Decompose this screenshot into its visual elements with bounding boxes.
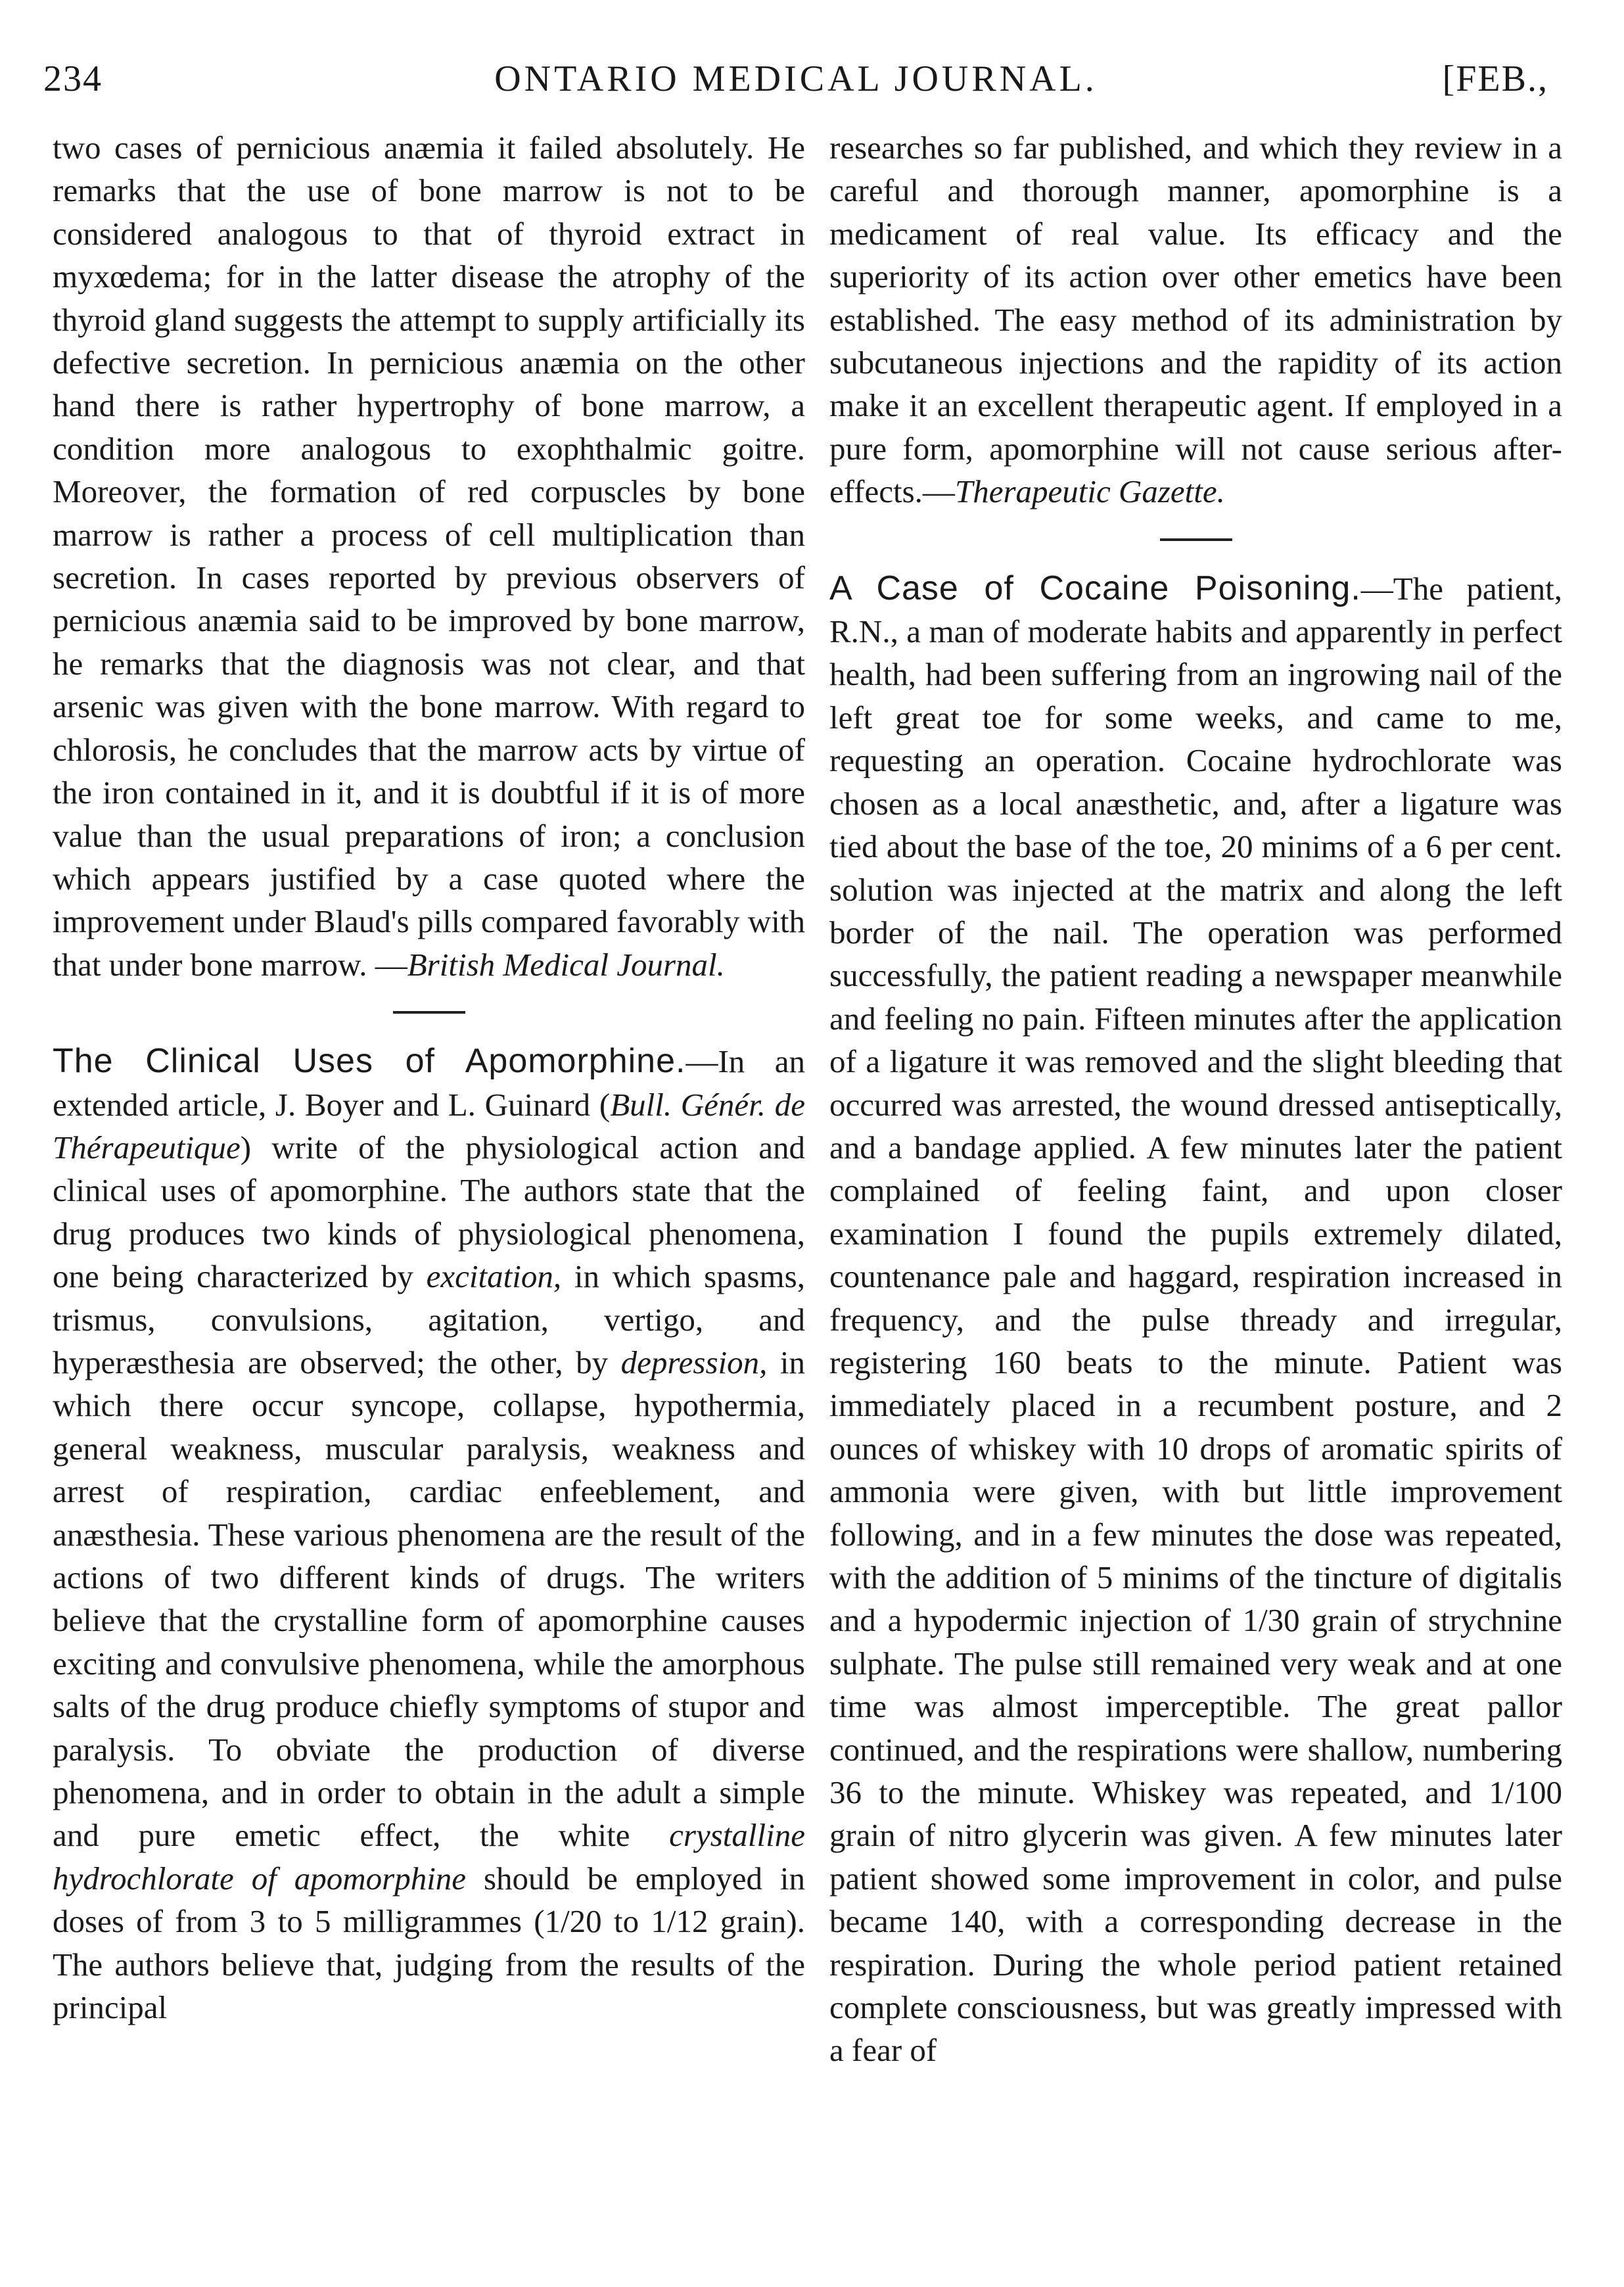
article-text: should be employed in doses of from 3 to 5 milligrammes (1/20 to 1/12 grain). The authors believe that, judging from the results of the principal [53,1860,805,2026]
apomorphine-paragraph [53,1040,805,2029]
article-text: —In an extended article, J. Boyer and L. Guinard ( [53,1043,805,1123]
source-citation: Therapeutic Gazette. [954,473,1225,510]
emphasized-term: depression, [620,1344,768,1380]
article-text: —The patient, R.N., a man of moderate habits and apparently in perfect health, had been suffering from an ingrowing nail of the left great toe for some weeks, and came to me, requesting an operation. Cocaine hydrochlorate was chosen as a local anæsthetic, and, after a ligature was tied about the base of the toe, 20 minims of a 6 per cent. solution was injected at the matrix and along the left border of the nail. The operation was performed successfully, the patient reading a newspaper meanwhile and feeling no pain. Fifteen minutes after the application of a ligature it was removed and the slight bleeding that occurred was arrested, the wound dressed antiseptically, and a bandage applied. A few minutes later the patient complained of feeling faint, and upon closer examination I found the pupils extremely dilated, countenance pale and haggard, respiration increased in frequency, and the pulse thready and irregular, registering 160 beats to the minute. Patient was immediately placed in a recumbent posture, and 2 ounces of whiskey with 10 drops of aromatic spirits of ammonia were given, with but little improvement following, and in a few minutes the dose was repeated, with the addition of 5 minims of the tincture of digitalis and a hypodermic injection of 1/30 grain of strychnine sulphate. The pulse still remained very weak and at one time was almost imperceptible. The great pallor continued, and the respirations were shallow, numbering 36 to the minute. Whiskey was repeated, and 1/100 grain of nitro glycerin was given. A few minutes later patient showed some improvement in color, and pulse became 140, with a corresponding decrease in the respiration. During the whole period patient retained complete consciousness, but was greatly impressed with a fear of [829,570,1562,2069]
article-heading: A Case of Cocaine Poisoning. [829,569,1361,607]
source-citation: British Medical Journal. [407,946,725,983]
running-header [43,58,1548,110]
article-text: researches so far published, and which they review in a careful and thorough manner, apomorphine is a medicament of real value. Its efficacy and the superiority of its action over other emetics have been established. The easy method of its administration by subcutaneous injections and the rapidity of its action make it an excellent therapeutic agent. If employed in a pure form, apomorphine will not cause serious after-effects.— [829,130,1562,510]
cocaine-paragraph [829,567,1562,2072]
left-column [53,126,805,2029]
section-divider [393,1011,465,1014]
article-text: in which there occur syncope, collapse, hypothermia, general weakness, muscular paralysis, weakness and arrest of respiration, cardiac enfeeblement, and anæsthesia. These various phenomena are the result of the actions of two different kinds of drugs. The writers believe that the crystalline form of apomorphine causes exciting and convulsive phenomena, while the amorphous salts of the drug produce chiefly symptoms of stupor and paralysis. To obviate the production of diverse phenomena, and in order to obtain in the adult a simple and pure emetic effect, the white [53,1344,805,1854]
article-text: in which spasms, trismus, convulsions, agitation, vertigo, and hyperæsthesia are observed; the other, by [53,1258,805,1380]
right-column [829,126,1562,2072]
apomorphine-continuation [829,126,1562,513]
bone-marrow-paragraph [53,126,805,986]
emphasized-term: crystalline hydrochlorate of apomorphine [53,1817,805,1897]
journal-title: ONTARIO MEDICAL JOURNAL. [494,59,1098,99]
section-divider [1160,538,1232,541]
issue-month: [FEB., [1442,59,1548,99]
article-text: ) write of the physiological action and clinical uses of apomorphine. The authors state that the drug produces two kinds of physiological phenomena, one being characterized by [53,1129,805,1295]
article-heading: The Clinical Uses of Apomorphine. [53,1042,686,1081]
bone-marrow-text: two cases of pernicious anæmia it failed absolutely. He remarks that the use of bone marrow is not to be considered analogous to that of thyroid extract in myxœdema; for in the latter disease the atrophy of the thyroid gland suggests the attempt to supply artificially its defective secretion. In pernicious anæmia on the other hand there is rather hypertrophy of bone marrow, a condition more analogous to exophthalmic goitre. Moreover, the formation of red corpuscles by bone marrow is rather a process of cell multiplication than secretion. In cases reported by previous observers of pernicious anæmia said to be improved by bone marrow, he remarks that the diagnosis was not clear, and that arsenic was given with the bone marrow. With regard to chlorosis, he concludes that the marrow acts by virtue of the iron contained in it, and it is doubtful if it is of more value than the usual preparations of iron; a conclusion which appears justified by a case quoted where the improvement under Blaud's pills compared favorably with that under bone marrow. — [53,130,805,983]
emphasized-term: excitation, [426,1258,562,1295]
journal-reference: Bull. Génér. de Thérapeutique [53,1086,805,1166]
page-number: 234 [43,59,103,99]
